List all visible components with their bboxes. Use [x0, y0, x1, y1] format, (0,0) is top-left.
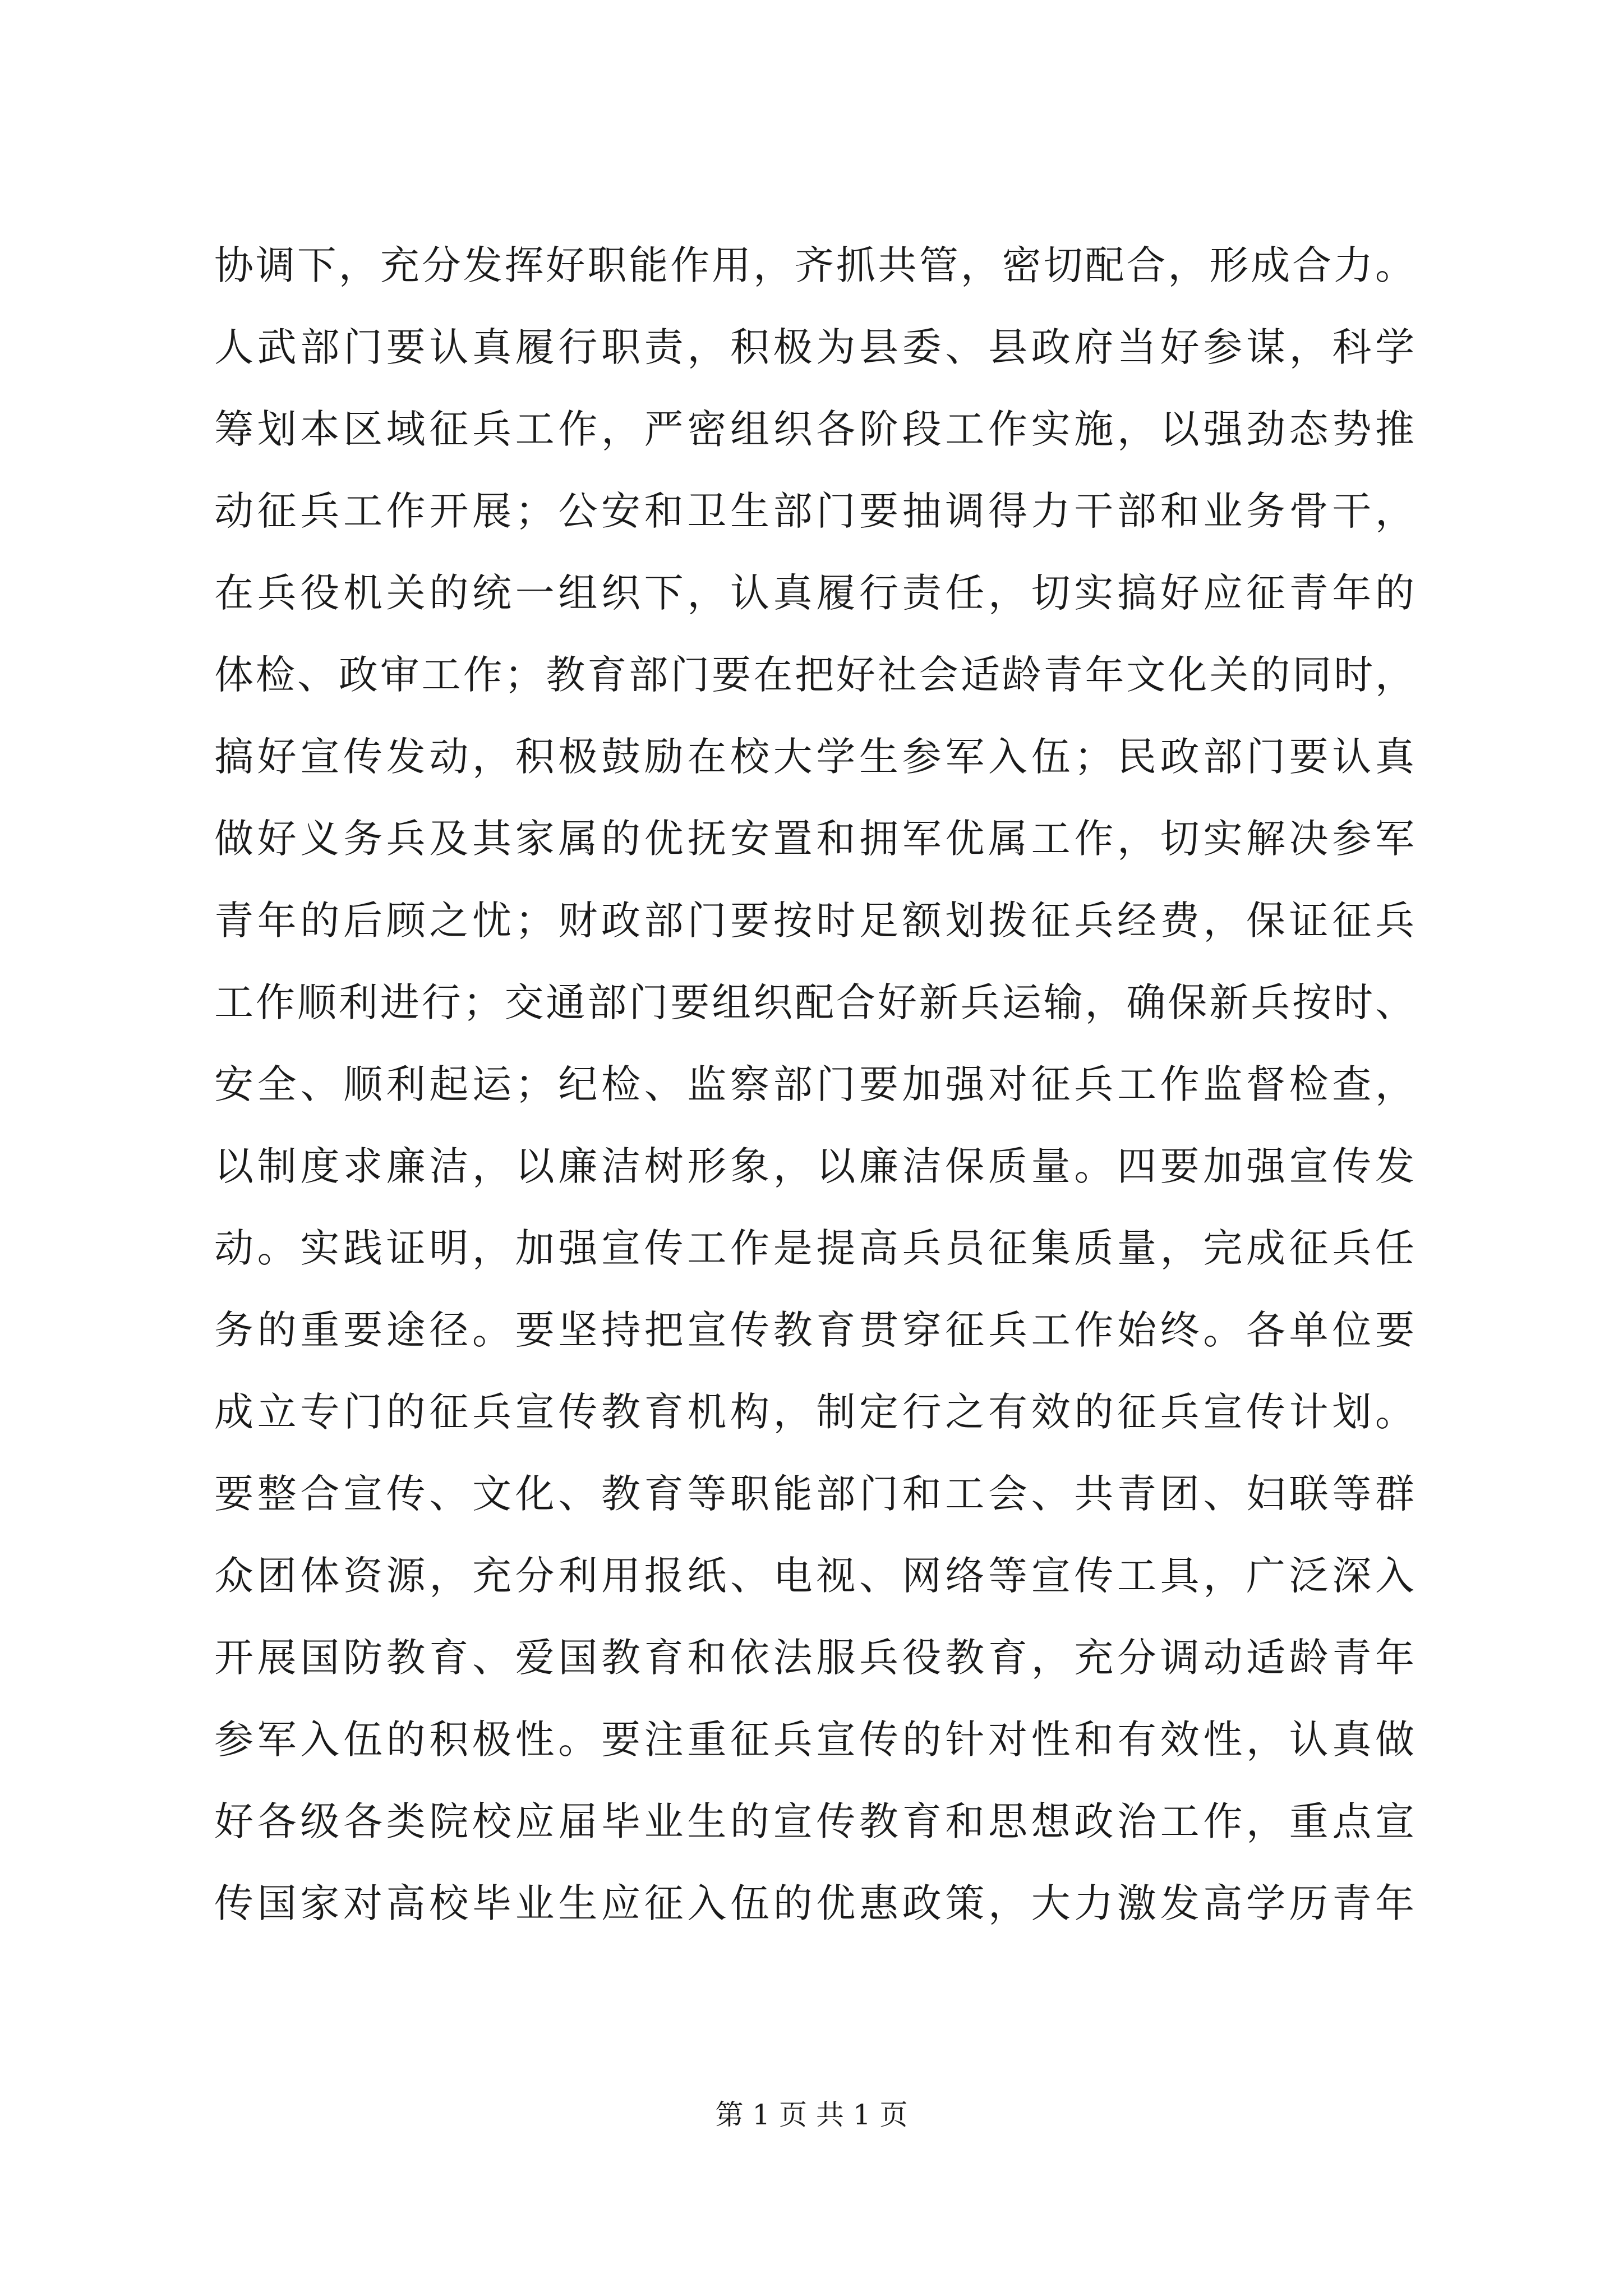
text-line: 动。实践证明，加强宣传工作是提高兵员征集质量，完成征兵任 [214, 1225, 1414, 1271]
body-paragraph [214, 224, 1414, 1944]
text-line: 众团体资源，充分利用报纸、电视、网络等宣传工具，广泛深入 [214, 1553, 1414, 1599]
text-line: 体检、政审工作；教育部门要在把好社会适龄青年文化关的同时， [214, 652, 1414, 698]
text-line: 安全、顺利起运；纪检、监察部门要加强对征兵工作监督检查， [214, 1061, 1414, 1107]
text-line: 工作顺利进行；交通部门要组织配合好新兵运输，确保新兵按时、 [214, 979, 1414, 1025]
text-line: 做好义务兵及其家属的优抚安置和拥军优属工作，切实解决参军 [214, 816, 1414, 862]
text-line: 务的重要途径。要坚持把宣传教育贯穿征兵工作始终。各单位要 [214, 1307, 1414, 1353]
text-line: 搞好宣传发动，积极鼓励在校大学生参军入伍；民政部门要认真 [214, 734, 1414, 780]
text-line: 筹划本区域征兵工作，严密组织各阶段工作实施，以强劲态势推 [214, 406, 1414, 452]
text-line: 动征兵工作开展；公安和卫生部门要抽调得力干部和业务骨干， [214, 488, 1414, 534]
text-line: 青年的后顾之忧；财政部门要按时足额划拨征兵经费，保证征兵 [214, 898, 1414, 944]
page-number-footer: 第 1 页 共 1 页 [715, 2099, 908, 2131]
text-line: 参军入伍的积极性。要注重征兵宣传的针对性和有效性，认真做 [214, 1717, 1414, 1763]
text-line: 协调下，充分发挥好职能作用，齐抓共管，密切配合，形成合力。 [214, 242, 1414, 288]
text-line: 传国家对高校毕业生应征入伍的优惠政策，大力激发高学历青年 [214, 1880, 1414, 1926]
text-line: 要整合宣传、文化、教育等职能部门和工会、共青团、妇联等群 [214, 1471, 1414, 1517]
text-line: 好各级各类院校应届毕业生的宣传教育和思想政治工作，重点宣 [214, 1798, 1414, 1844]
text-line: 成立专门的征兵宣传教育机构，制定行之有效的征兵宣传计划。 [214, 1389, 1414, 1435]
text-line: 开展国防教育、爱国教育和依法服兵役教育，充分调动适龄青年 [214, 1635, 1414, 1681]
text-line: 以制度求廉洁，以廉洁树形象，以廉洁保质量。四要加强宣传发 [214, 1143, 1414, 1189]
text-line: 人武部门要认真履行职责，积极为县委、县政府当好参谋，科学 [214, 324, 1414, 370]
text-line: 在兵役机关的统一组织下，认真履行责任，切实搞好应征青年的 [214, 570, 1414, 616]
